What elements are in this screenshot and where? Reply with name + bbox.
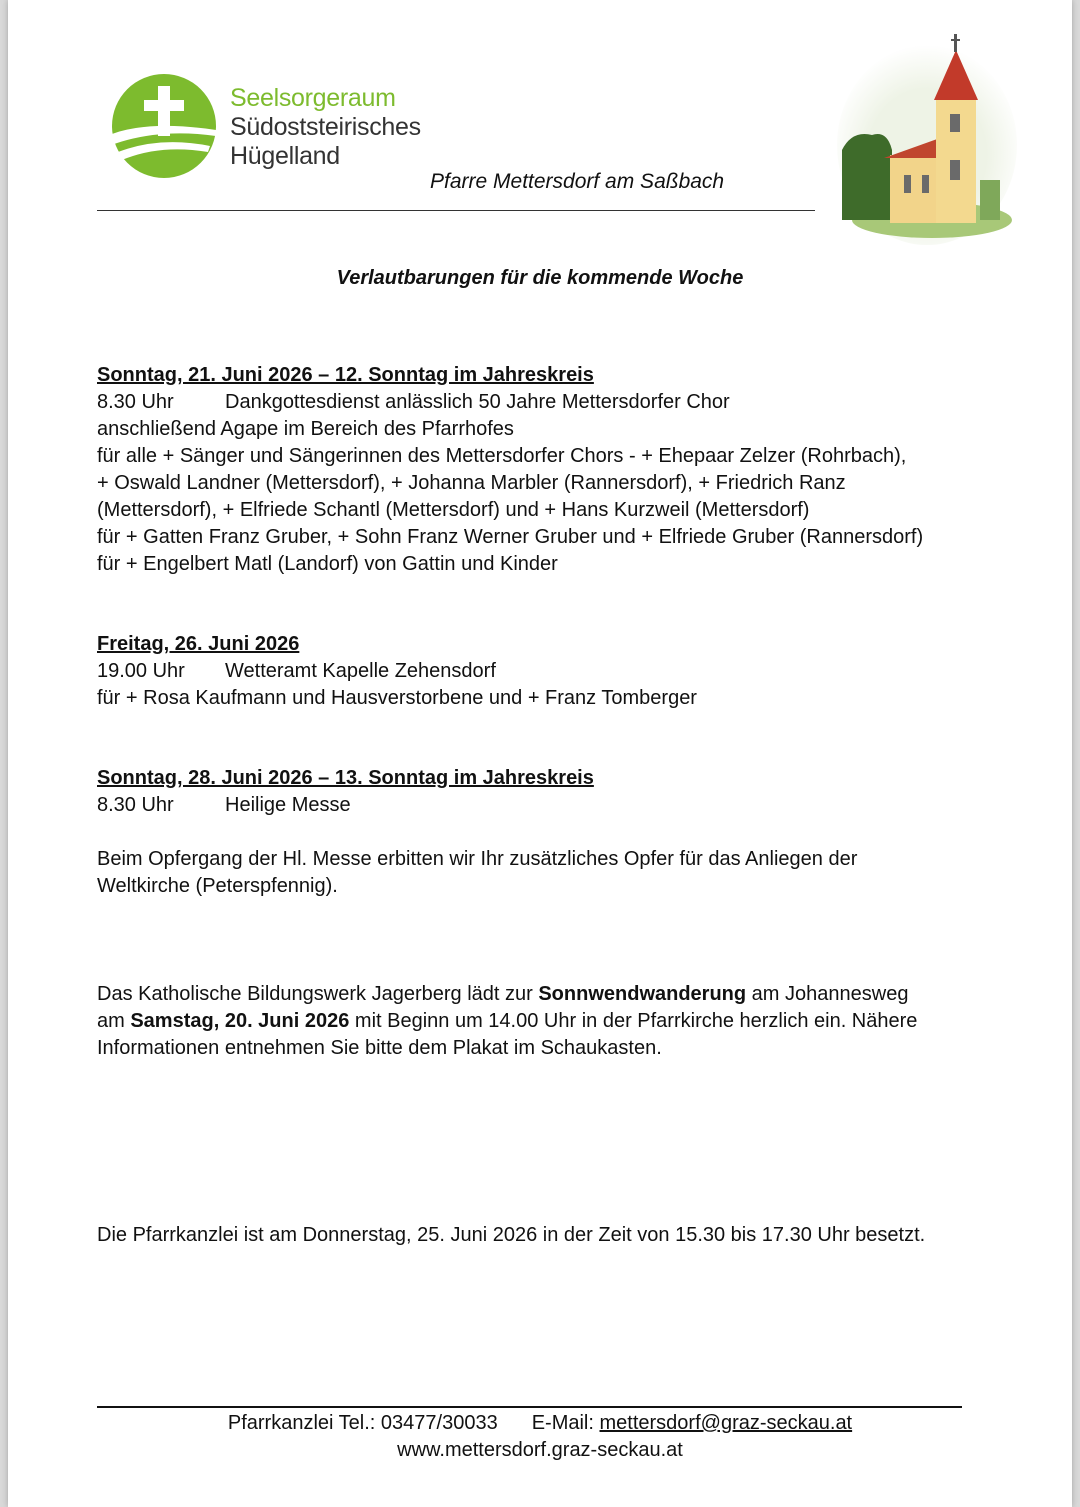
brand-name: [230, 84, 421, 171]
section-line: für + Rosa Kaufmann und Hausverstorbene und + Franz Tomberger: [97, 687, 697, 709]
service-title: Dankgottesdienst anlässlich 50 Jahre Mettersdorfer Chor: [225, 391, 730, 413]
footer-website[interactable]: www.mettersdorf.graz-seckau.at: [397, 1439, 683, 1461]
seelsorgeraum-logo-icon: [110, 72, 218, 180]
hike-text: am Johannesweg: [746, 983, 909, 1005]
office-hours: [97, 1222, 925, 1249]
hike-text: Das Katholische Bildungswerk Jagerberg lädt zur: [97, 983, 539, 1005]
hike-text: am: [97, 1010, 131, 1032]
section-line: für + Gatten Franz Gruber, + Sohn Franz Werner Gruber und + Elfriede Gruber (Rannersdorf): [97, 526, 924, 548]
document-title: Verlautbarungen für die kommende Woche: [336, 267, 744, 289]
service-time: 19.00 Uhr: [97, 660, 185, 682]
hike-date: Samstag, 20. Juni 2026: [130, 1010, 350, 1032]
section-friday-26-june: [97, 631, 697, 712]
section-line: für alle + Sänger und Sängerinnen des Mettersdorfer Chors - + Ehepaar Zelzer (Rohrbach),: [97, 445, 907, 467]
note-line: Weltkirche (Peterspfennig).: [97, 875, 338, 897]
section-heading: Sonntag, 21. Juni 2026 – 12. Sonntag im Jahreskreis: [97, 364, 594, 386]
hike-announcement: [97, 981, 917, 1062]
brand-line-1: Seelsorgeraum: [230, 84, 396, 112]
brand-line-3: Hügelland: [230, 142, 340, 170]
footer-phone: Pfarrkanzlei Tel.: 03477/30033: [227, 1412, 498, 1434]
church-photo-icon: [832, 30, 1018, 245]
collection-note: [97, 846, 857, 900]
service-time: 8.30 Uhr: [97, 794, 174, 816]
service-title: Wetteramt Kapelle Zehensdorf: [225, 660, 496, 682]
service-title: Heilige Messe: [225, 794, 351, 816]
section-heading: Freitag, 26. Juni 2026: [97, 633, 300, 655]
section-heading: Sonntag, 28. Juni 2026 – 13. Sonntag im Jahreskreis: [97, 767, 594, 789]
brand-line-2: Südoststeirisches: [230, 113, 421, 141]
section-line: + Oswald Landner (Mettersdorf), + Johanna Marbler (Rannersdorf), + Friedrich Ranz: [97, 472, 846, 494]
section-sunday-21-june: [97, 362, 923, 578]
section-line: (Mettersdorf), + Elfriede Schantl (Mettersdorf) und + Hans Kurzweil (Mettersdorf): [97, 499, 810, 521]
section-line: für + Engelbert Matl (Landorf) von Gattin und Kinder: [97, 553, 558, 575]
hike-text: mit Beginn um 14.00 Uhr in der Pfarrkirche herzlich ein. Nähere: [349, 1010, 918, 1032]
footer-divider: [97, 1406, 962, 1408]
footer: [0, 1410, 1080, 1464]
footer-email-link[interactable]: mettersdorf@graz-seckau.at: [599, 1412, 853, 1434]
hike-text: Informationen entnehmen Sie bitte dem Plakat im Schaukasten.: [97, 1037, 662, 1059]
note-line: Beim Opfergang der Hl. Messe erbitten wir Ihr zusätzliches Opfer für das Anliegen der: [97, 848, 858, 870]
section-line: anschließend Agape im Bereich des Pfarrhofes: [97, 418, 514, 440]
service-time: 8.30 Uhr: [97, 391, 174, 413]
office-hours-text: Die Pfarrkanzlei ist am Donnerstag, 25. Juni 2026 in der Zeit von 15.30 bis 17.30 Uhr besetzt.: [97, 1224, 926, 1246]
footer-email-label: E-Mail:: [531, 1412, 600, 1434]
header-divider: [97, 210, 815, 211]
hike-event-name: Sonnwendwanderung: [538, 983, 747, 1005]
section-sunday-28-june: [97, 765, 594, 819]
parish-name: Pfarre Mettersdorf am Saßbach: [430, 170, 725, 193]
